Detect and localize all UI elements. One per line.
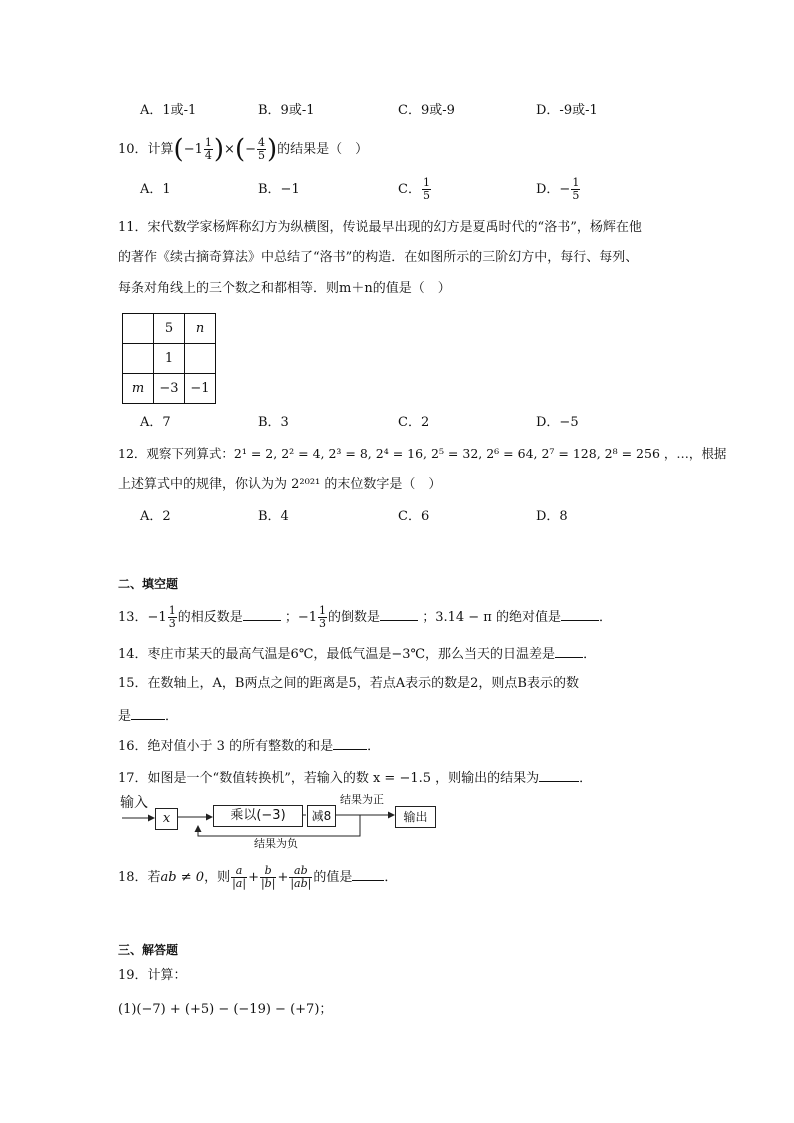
q10-option-c [398, 172, 432, 208]
magic-cell: 5 [154, 314, 185, 344]
magic-cell [123, 344, 154, 374]
q18-f1-den: |a| [232, 877, 247, 890]
q13-f-num: 1 [168, 604, 176, 617]
q16-text: 16．绝对值小于 3 的所有整数的和是 [118, 739, 334, 754]
diagram-input-label: 输入 [120, 795, 148, 811]
magic-cell: 1 [154, 344, 185, 374]
q12-option-b: B．4 [258, 509, 289, 524]
diagram-multiply-box: 乘以(−3) [213, 805, 303, 827]
q18-plus: + [248, 870, 259, 885]
q18-end: ． [384, 870, 398, 885]
answer-blank[interactable] [131, 705, 165, 720]
q10-fraction-2 [257, 137, 266, 162]
answer-blank[interactable] [561, 606, 599, 621]
q13-part-d: 的倒数是 [328, 610, 381, 625]
question-16 [118, 735, 380, 757]
q10-suffix: 的结果是（ ） [277, 142, 369, 157]
q17-text: 17．如图是一个“数值转换机”，若输入的数 x = −1.5 ，则输出的结果为 [118, 771, 540, 786]
q10-c-num: 1 [422, 176, 430, 189]
q10-option-c-fraction [422, 177, 431, 202]
q12-line-1: 12．观察下列算式：2¹ = 2, 2² = 4, 2³ = 8, 2⁴ = 16, 2⁵ = 32, 2⁶ = 64, 2⁷ = 128, 2⁸ = 256 ，…，根据 [118, 446, 727, 461]
q13-fraction-2 [318, 605, 327, 630]
answer-blank[interactable] [555, 643, 583, 658]
q18-condition: ab ≠ 0 [160, 870, 205, 885]
magic-cell: m [123, 374, 154, 404]
paren-open: ( [173, 134, 184, 165]
q13-part-e: ；3.14 − π 的绝对值是 [422, 610, 561, 625]
q11-line-1: 11．宋代数学家杨辉称幻方为纵横图，传说最早出现的幻方是夏禹时代的“洛书”，杨辉在他 [118, 220, 642, 235]
q13-fraction-1 [168, 605, 177, 630]
magic-cell: −3 [154, 374, 185, 404]
question-13 [118, 600, 612, 636]
q10-prefix: 10．计算 [118, 142, 174, 157]
question-10 [118, 135, 368, 165]
diagram-subtract-box: 减8 [307, 805, 336, 827]
q13-f-den: 3 [168, 617, 176, 630]
answer-blank[interactable] [333, 735, 367, 750]
paren-close-2: ) [267, 134, 278, 165]
q17-end: ． [579, 771, 593, 786]
q13-f-den-2: 3 [319, 617, 327, 630]
answer-blank[interactable] [352, 866, 384, 881]
q9-option-a: A．1或-1 [140, 103, 197, 118]
q9-option-d: D．-9或-1 [536, 103, 598, 118]
q11-line-2: 的著作《续古摘奇算法》中总结了“洛书”的构造．在如图所示的三阶幻方中，每行、每列、 [118, 250, 639, 265]
q10-f1-num: 1 [204, 136, 212, 149]
q13-part-b: 的相反数是 [177, 610, 243, 625]
diagram-negative-label: 结果为负 [254, 837, 298, 850]
q18-fraction-3 [289, 865, 312, 890]
q12-option-d: D．8 [536, 509, 568, 524]
diagram-positive-label: 结果为正 [340, 793, 384, 806]
q15-line-1: 15．在数轴上，A，B两点之间的距离是5，若点A表示的数是2，则点B表示的数 [118, 676, 579, 691]
q18-f2-num: b [260, 865, 276, 878]
magic-cell: n [185, 314, 216, 344]
q10-option-c-label: C． [398, 182, 421, 197]
q11-option-c: C．2 [398, 415, 430, 430]
q11-option-d: D．−5 [536, 415, 579, 430]
q11-option-b: B．3 [258, 415, 289, 430]
q15-end: ． [165, 709, 179, 724]
paren-close: ) [213, 134, 225, 165]
diagram-arrows [118, 800, 448, 842]
magic-cell [123, 314, 154, 344]
diagram-x-box: x [155, 808, 178, 830]
magic-square [122, 313, 216, 404]
q18-part-c: 的值是 [313, 870, 353, 885]
section-fill-in-heading: 二、填空题 [118, 577, 179, 591]
q11-line-3: 每条对角线上的三个数之和都相等．则m＋n的值是（ ） [118, 281, 451, 296]
answer-blank[interactable] [380, 606, 418, 621]
q18-f3-den: |ab| [290, 877, 312, 890]
q18-f1-num: a [231, 865, 247, 878]
q10-f2-den: 5 [258, 149, 265, 162]
q11-option-a: A．7 [140, 415, 171, 430]
q18-fraction-2 [260, 865, 276, 890]
q12-option-a: A．2 [140, 509, 171, 524]
paren-open-2: ( [234, 134, 246, 165]
q10-fraction-1 [204, 137, 213, 162]
q10-option-d-label: D．− [536, 182, 571, 197]
q18-plus-2: + [277, 870, 289, 885]
q15-line-2 [118, 705, 178, 727]
q9-option-b: B．9或-1 [258, 103, 315, 118]
q18-f3-num: ab [289, 865, 312, 878]
q14-text: 14．枣庄市某天的最高气温是6℃，最低气温是−3℃，那么当天的日温差是 [118, 647, 556, 662]
q10-d-num: 1 [572, 176, 580, 189]
q10-option-a: A．1 [140, 182, 171, 197]
q18-fraction-1 [231, 865, 247, 890]
question-18 [118, 858, 397, 898]
q19-title: 19．计算： [118, 968, 187, 983]
q13-part-c: ；−1 [284, 610, 318, 625]
answer-blank[interactable] [243, 606, 281, 621]
q10-minus2: − [245, 142, 256, 157]
diagram-output-box: 输出 [395, 806, 436, 828]
q10-option-b: B．−1 [258, 182, 300, 197]
q12-line-2: 上述算式中的规律，你认为为 2²⁰²¹ 的末位数字是（ ） [118, 477, 442, 492]
q10-option-d-fraction [571, 177, 580, 202]
q13-part-a: 13．−1 [118, 610, 167, 625]
q13-f-num-2: 1 [319, 604, 327, 617]
q10-d-den: 5 [572, 189, 580, 202]
q15-line-2-text: 是 [118, 709, 132, 724]
q19-part-1: (1)(−7) + (+5) − (−19) − (+7)； [118, 1002, 333, 1017]
q18-part-b: ，则 [204, 870, 231, 885]
q10-f1-den: 4 [204, 149, 212, 162]
section-answer-heading: 三、解答题 [118, 943, 179, 957]
q12-option-c: C．6 [398, 509, 430, 524]
answer-blank[interactable] [539, 767, 579, 782]
q10-c-den: 5 [422, 189, 430, 202]
q18-f2-den: |b| [260, 877, 276, 890]
q18-part-a: 18．若 [118, 870, 161, 885]
q9-option-c: C．9或-9 [398, 103, 455, 118]
q10-times: × [224, 142, 235, 157]
question-14 [118, 643, 596, 665]
q10-minus: −1 [183, 142, 203, 157]
q13-end: ． [598, 610, 612, 625]
question-17 [118, 767, 592, 789]
q16-end: ． [367, 739, 381, 754]
q14-end: ． [583, 647, 597, 662]
q10-option-d [536, 172, 581, 208]
magic-cell [185, 344, 216, 374]
magic-cell: −1 [185, 374, 216, 404]
q10-f2-num: 4 [258, 136, 265, 149]
